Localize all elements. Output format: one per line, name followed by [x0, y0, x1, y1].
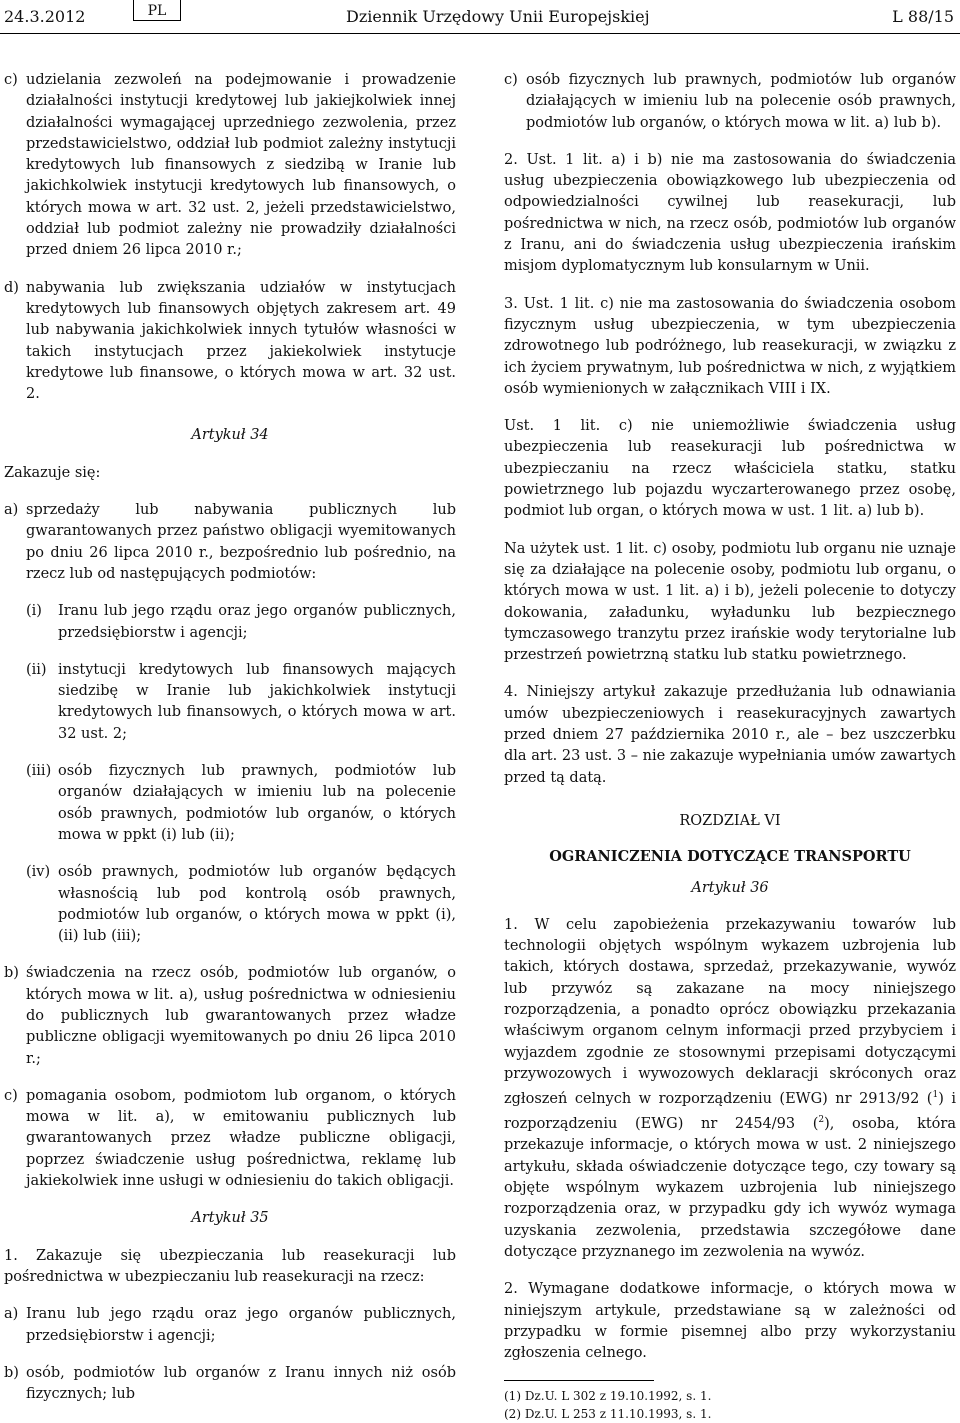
subpoint-text: Iranu lub jego rządu oraz jego organów publicznych, przedsiębiorstw i agencji; [58, 603, 456, 641]
page-number: L 88/15 [892, 7, 954, 26]
paragraph-text: ), osoba, która przekazuje informacje, o których mowa w ust. 2 niniejszego artykułu, składa oświadczenie dotyczące tego, czy towary są objęte wspólnym wykazem uzbrojenia lub niniejszego rozporządzenia oraz, w przypadku gdy ich wywóz wymaga uzyskania zezwolenia, przedstawia szczegółowe dane dotyczące przyznanego im zezwolenia na wywóz. [504, 1116, 956, 1260]
point-text: osób, podmiotów lub organów z Iranu innych niż osób fizycznych; lub [26, 1364, 456, 1403]
point-label: b) [4, 965, 19, 982]
paragraph-text: ) i rozporządzeniu (EWG) nr 2454/93 ( [504, 1091, 956, 1133]
point-c-art33 [4, 70, 456, 262]
footnote-ref-1[interactable]: 1 [932, 1090, 939, 1101]
point-text: nabywania lub zwiększania udziałów w instytucjach kredytowych lub finansowych objętych zakresem art. 49 lub nabywania jakichkolwiek innych tytułów własności w takich instytucjach przez jakiekolwiek instytucje kredytowe lub finansowe, o których mowa w art. 32 ust. 2. [26, 279, 456, 403]
point-text: sprzedaży lub nabywania publicznych lub gwarantowanych przez państwo obligacji wyemitowanych po dniu 26 lipca 2010 r., bezpośrednio lub pośrednio, na rzecz lub od następujących podmiotów: [26, 502, 456, 582]
subpoint-text: osób prawnych, podmiotów lub organów będących własnością lub pod kontrolą osób prawnych, podmiotów lub organów, o których mowa w ppkt (i), (ii) lub (iii); [58, 864, 456, 945]
point-b-art35 [4, 1363, 456, 1406]
header-divider [0, 33, 960, 34]
footnote-1: (1) Dz.U. L 302 z 19.10.1992, s. 1. [504, 1389, 712, 1404]
subpoint-label: (i) [26, 603, 42, 620]
subpoint-i [26, 601, 456, 644]
subpoint-iii [26, 761, 456, 846]
article-35-paragraph-3: 3. Ust. 1 lit. c) nie ma zastosowania do świadczenia osobom fizycznym usług ubezpieczenia, w tym ubezpieczenia zdrowotnego lub podróżnego, lub reasekuracji, w związku z ich życiem prywatnym, lub pośrednictwa w nich, z wyjątkiem osób wymienionych w załącznikach VIII i IX. [504, 295, 956, 397]
footnote-divider [504, 1380, 654, 1381]
language-badge: PL [133, 0, 181, 21]
point-label: d) [4, 279, 19, 296]
point-c-art35 [504, 70, 956, 134]
page-header [0, 0, 960, 40]
article-35-paragraph-3-sub-2: Na użytek ust. 1 lit. c) osoby, podmiotu lub organu nie uznaje się za działające na polecenie osoby, podmiotu lub organu, o których mowa w ust. 1 lit. a) i b), jeżeli polecenie to dotyczy dokowania, załadunku, wyładunku lub bezpiecznego tymczasowego tranzytu przez irańskie wody terytorialne lub przestrzeń powietrzną statku lub statku powietrznego. [504, 540, 956, 664]
article-36-paragraph-1 [504, 915, 956, 1263]
paragraph-text: 1. W celu zapobieżenia przekazywaniu towarów lub technologii objętych wspólnym wykazem uzbrojenia lub takich, których dostawa, sprzedaż, przekazywanie, wywóz lub przywóz są zakazane na mocy niniejszego rozporządzenia, a ponadto oprócz obowiązku przekazania właściwym organom celnym informacji przed przybyciem i wyjazdem zgodnie ze stosownymi przepisami dotyczącymi przywozowych i wywozowych deklaracji skróconych oraz zgłoszeń celnych w rozporządzeniu (EWG) nr 2913/92 ( [504, 916, 956, 1107]
footnote-ref-2[interactable]: 2 [818, 1115, 825, 1126]
point-text: udzielania zezwoleń na podejmowanie i prowadzenie działalności instytucji kredytowej lub jakiejkolwiek innej działalności wymagającej uprzedniego zezwolenia, przez przedstawicielstwo, oddział lub podmiot zależny instytucji kredytowych lub finansowych z siedzibą w Iranie lub jakichkolwiek instytucji kredytowych lub finansowych, o których mowa w art. 32 ust. 2, jeżeli przedstawicielstwo, oddział lub podmiot zależny nie prowadziły działalności przed dniem 26 lipca 2010 r.; [26, 72, 456, 259]
point-label: c) [4, 72, 18, 88]
article-34-heading: Artykuł 34 [191, 427, 269, 444]
journal-title: Dziennik Urzędowy Unii Europejskiej [346, 7, 650, 26]
point-c-art34 [4, 1086, 456, 1192]
point-text: osób fizycznych lub prawnych, podmiotów lub organów działających w imieniu lub na polecenie osób prawnych, podmiotów lub organów, o których mowa w lit. a) lub b). [526, 72, 956, 131]
article-35-heading: Artykuł 35 [191, 1210, 269, 1227]
point-label: a) [4, 1306, 19, 1323]
point-text: pomagania osobom, podmiotom lub organom, o których mowa w lit. a), w emitowaniu publicznych lub gwarantowanych przez władze publiczne obligacji, poprzez świadczenie usług pośrednictwa, reklamę lub jakiekolwiek inne usługi w odniesieniu do takich obligacji. [26, 1087, 456, 1190]
article-35-paragraph-4: 4. Niniejszy artykuł zakazuje przedłużania lub odnawiania umów ubezpieczeniowych i reasekuracyjnych zawartych przed dniem 27 października 2010 r., ale – bez uszczerbku dla art. 23 ust. 3 – nie zakazuje wypełniania umów zawartych przed tą datą. [504, 684, 956, 786]
point-d-art33 [4, 278, 456, 406]
point-label: c) [4, 1087, 18, 1104]
left-column [4, 70, 456, 1421]
point-text: Iranu lub jego rządu oraz jego organów publicznych, przedsiębiorstw i agencji; [26, 1306, 456, 1344]
subpoint-label: (iv) [26, 864, 51, 881]
article-34-intro: Zakazuje się: [4, 464, 101, 481]
subpoint-text: osób fizycznych lub prawnych, podmiotów lub organów działających w imieniu lub na polecenie osób prawnych, podmiotów lub organów, o których mowa w ppkt (i) lub (ii); [58, 763, 456, 843]
point-text: świadczenia na rzecz osób, podmiotów lub organów, o których mowa w lit. a), usług pośrednictwa w odniesieniu do publicznych lub gwarantowanych przez władze publiczne obligacji wyemitowanych po dniu 26 lipca 2010 r.; [26, 965, 456, 1067]
article-35-paragraph-2: 2. Ust. 1 lit. a) i b) nie ma zastosowania do świadczenia usług ubezpieczenia obowiązkowego lub ubezpieczenia od odpowiedzialności cywilnej lub reasekuracji, lub pośrednictwa w nich, na rzecz osób, podmiotów lub organów z Iranu, ani do świadczenia usług ubezpieczenia irańskim misjom dyplomatycznym lub konsularnym w Unii. [504, 151, 956, 275]
article-36-heading: Artykuł 36 [691, 879, 769, 896]
article-35-paragraph-1: 1. Zakazuje się ubezpieczania lub reasekuracji lub pośrednictwa w ubezpieczaniu lub reasekuracji na rzecz: [4, 1247, 456, 1285]
point-label: c) [504, 72, 518, 88]
article-36-paragraph-2: 2. Wymagane dodatkowe informacje, o których mowa w niniejszym artykule, przedstawiane są w zależności od przypadku w formie pisemnej albo przy wykorzystaniu zgłoszenia celnego. [504, 1281, 956, 1362]
footnote-2: (2) Dz.U. L 253 z 11.10.1993, s. 1. [504, 1407, 712, 1422]
article-35-paragraph-3-sub-1: Ust. 1 lit. c) nie uniemożliwie świadczenia usług ubezpieczenia lub reasekuracji lub pośrednictwa w ubezpieczaniu na rzecz właściciela statku, statku powietrznego lub pojazdu wyczarterowanego przez osobę, podmiot lub organ, o których mowa w ust. 1 lit. a) lub b). [504, 418, 956, 520]
chapter-title: OGRANICZENIA DOTYCZĄCE TRANSPORTU [549, 848, 911, 866]
subpoint-label: (iii) [26, 763, 52, 780]
subpoint-label: (ii) [26, 661, 47, 678]
point-label: a) [4, 502, 19, 519]
point-a-art34 [4, 500, 456, 585]
point-a-art35 [4, 1304, 456, 1347]
right-column [504, 70, 956, 1423]
point-label: b) [4, 1364, 19, 1381]
subpoint-text: instytucji kredytowych lub finansowych mających siedzibę w Iranie lub jakichkolwiek instytucji kredytowych lub finansowych, o których mowa w art. 32 ust. 2; [58, 661, 456, 742]
subpoint-iv [26, 862, 456, 947]
chapter-number: ROZDZIAŁ VI [679, 812, 781, 829]
point-b-art34 [4, 963, 456, 1069]
publication-date: 24.3.2012 [4, 7, 86, 26]
subpoint-ii [26, 660, 456, 745]
